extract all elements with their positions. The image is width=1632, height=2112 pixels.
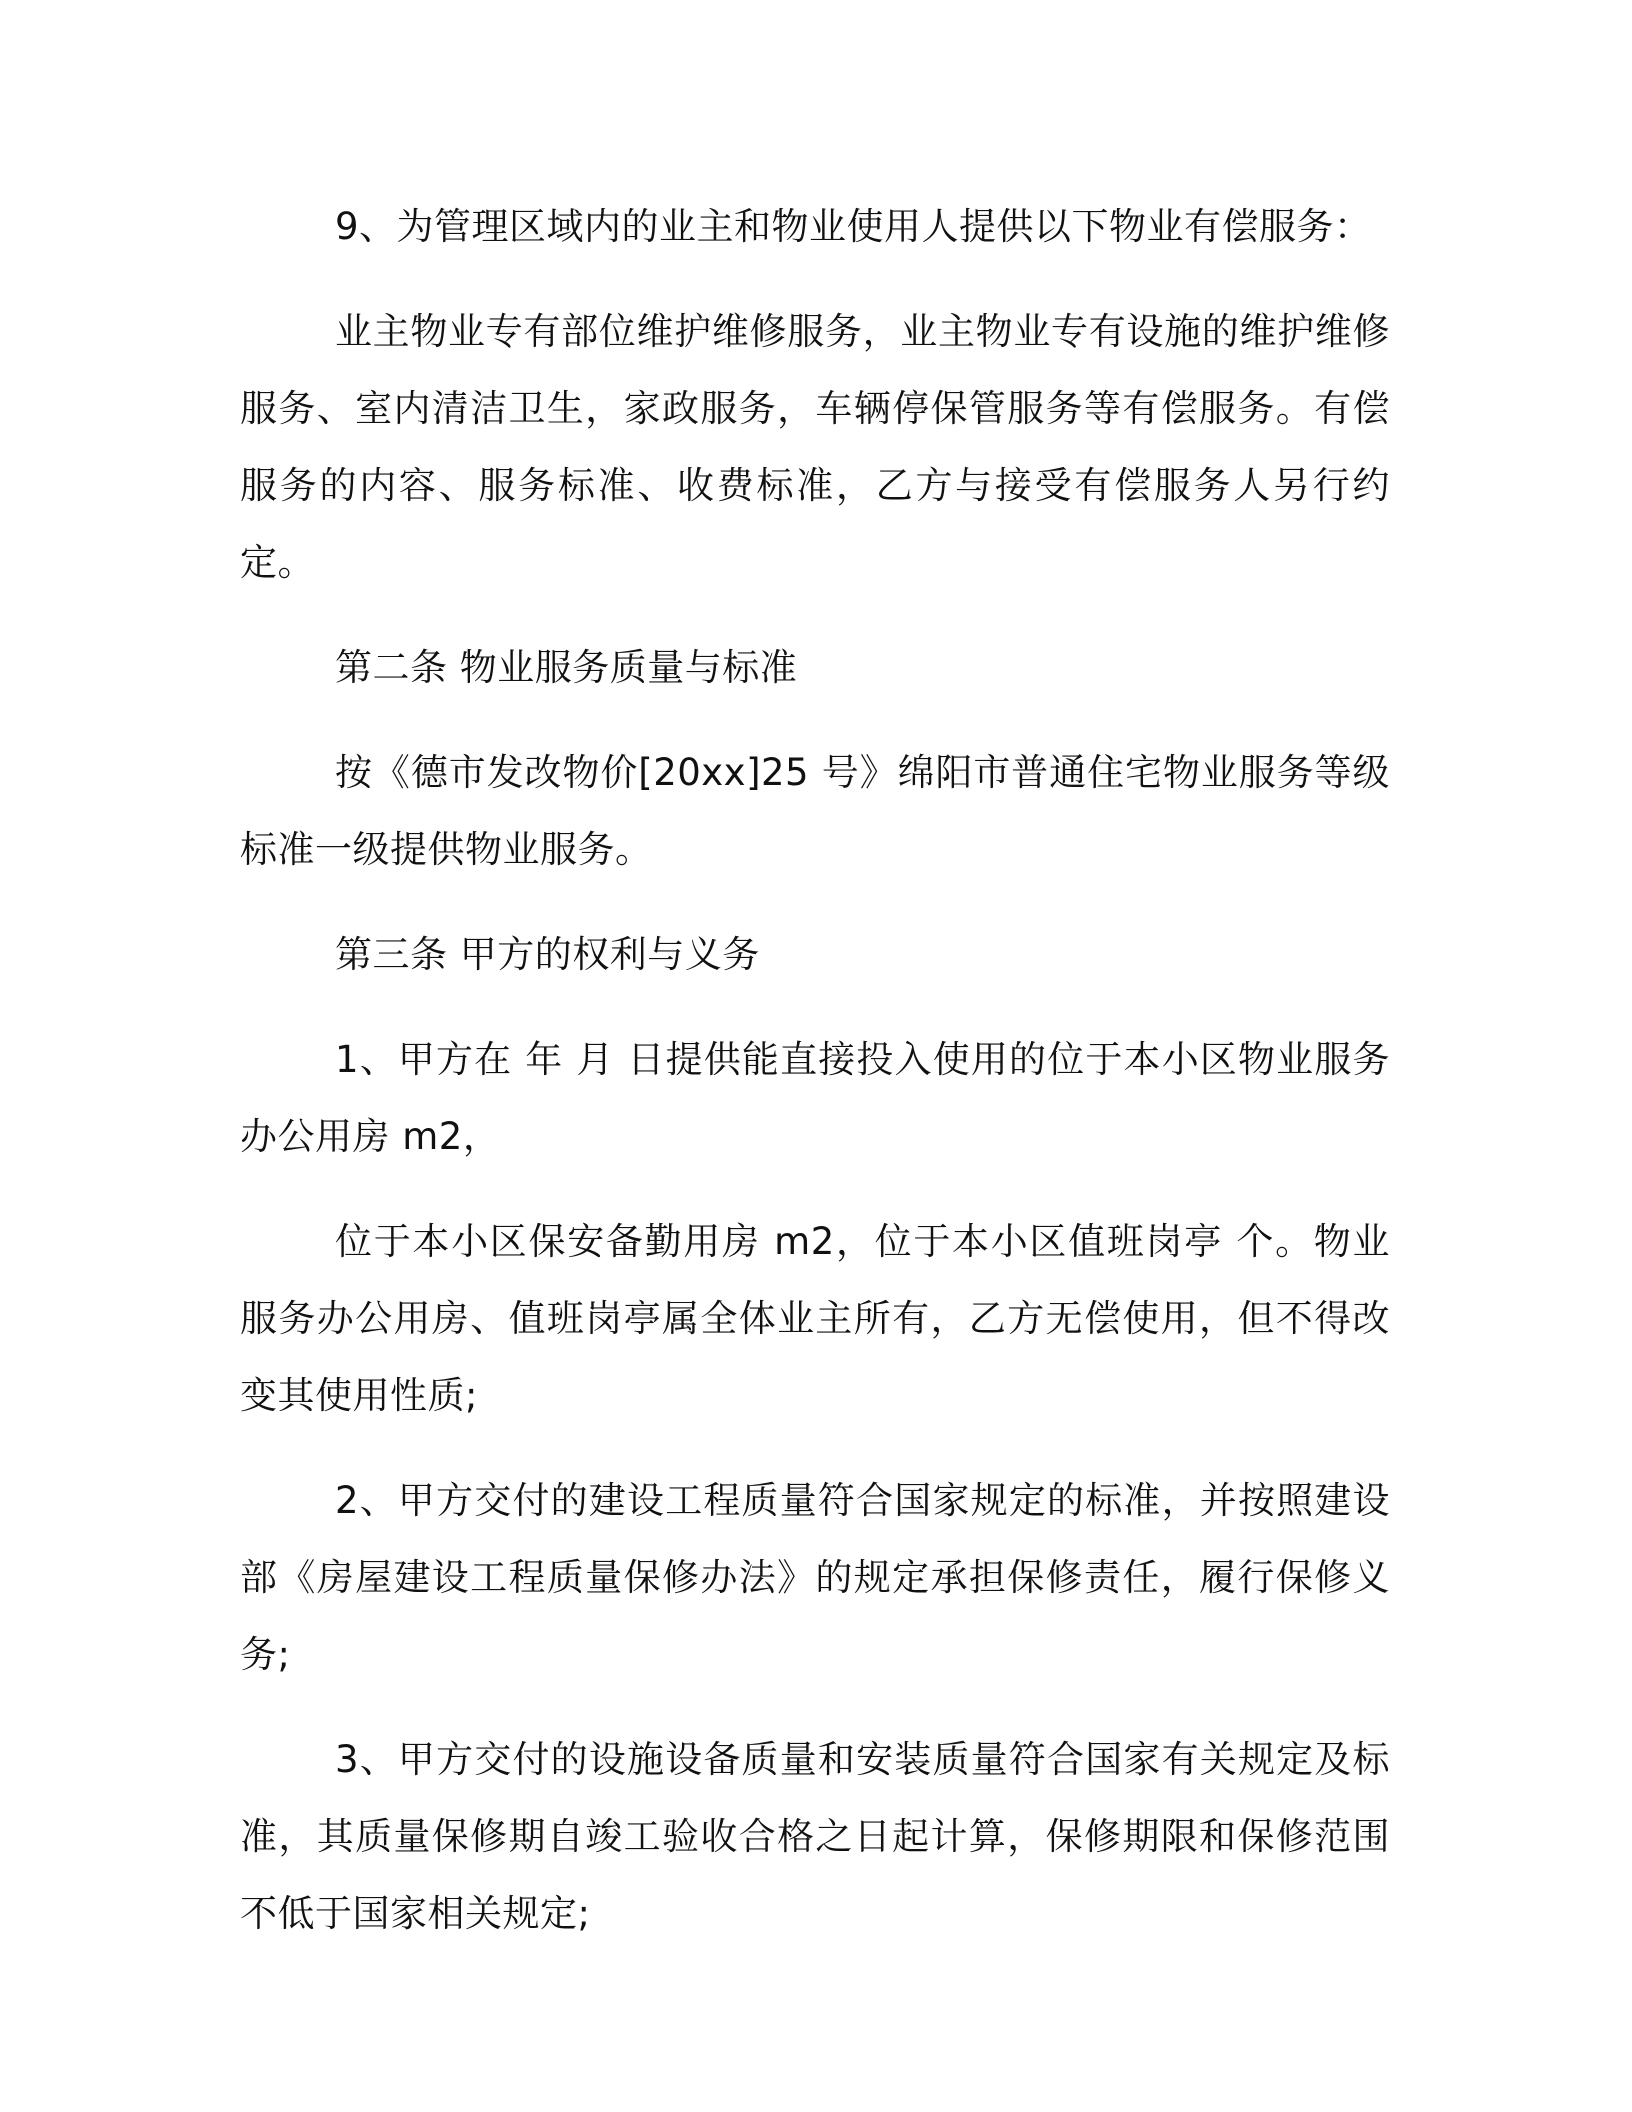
document-body xyxy=(240,188,1390,1952)
paragraph-item-9: 9、为管理区域内的业主和物业使用人提供以下物业有偿服务： xyxy=(335,205,1372,248)
paragraph-item-2: 2、甲方交付的建设工程质量符合国家规定的标准，并按照建设部《房屋建设工程质量保修办法》的规定承担保修责任，履行保修义务; xyxy=(240,1479,1390,1676)
section-heading-article-2: 第二条 物业服务质量与标准 xyxy=(335,646,798,689)
paragraph-item-1: 1、甲方在 年 月 日提供能直接投入使用的位于本小区物业服务办公用房 m2， xyxy=(240,1038,1390,1158)
section-heading-article-3: 第三条 甲方的权利与义务 xyxy=(335,933,760,976)
paragraph-paid-services: 业主物业专有部位维护维修服务，业主物业专有设施的维护维修服务、室内清洁卫生，家政服务，车辆停保管服务等有偿服务。有偿服务的内容、服务标准、收费标准，乙方与接受有偿服务人另行约定。 xyxy=(240,310,1390,584)
paragraph-service-standard: 按《德市发改物价[20xx]25 号》绵阳市普通住宅物业服务等级标准一级提供物业服务。 xyxy=(240,751,1390,871)
paragraph-security-room: 位于本小区保安备勤用房 m2，位于本小区值班岗亭 个。物业服务办公用房、值班岗亭属全体业主所有，乙方无偿使用，但不得改变其使用性质; xyxy=(240,1220,1390,1417)
paragraph-item-3: 3、甲方交付的设施设备质量和安装质量符合国家有关规定及标准，其质量保修期自竣工验收合格之日起计算，保修期限和保修范围不低于国家相关规定; xyxy=(240,1738,1390,1935)
